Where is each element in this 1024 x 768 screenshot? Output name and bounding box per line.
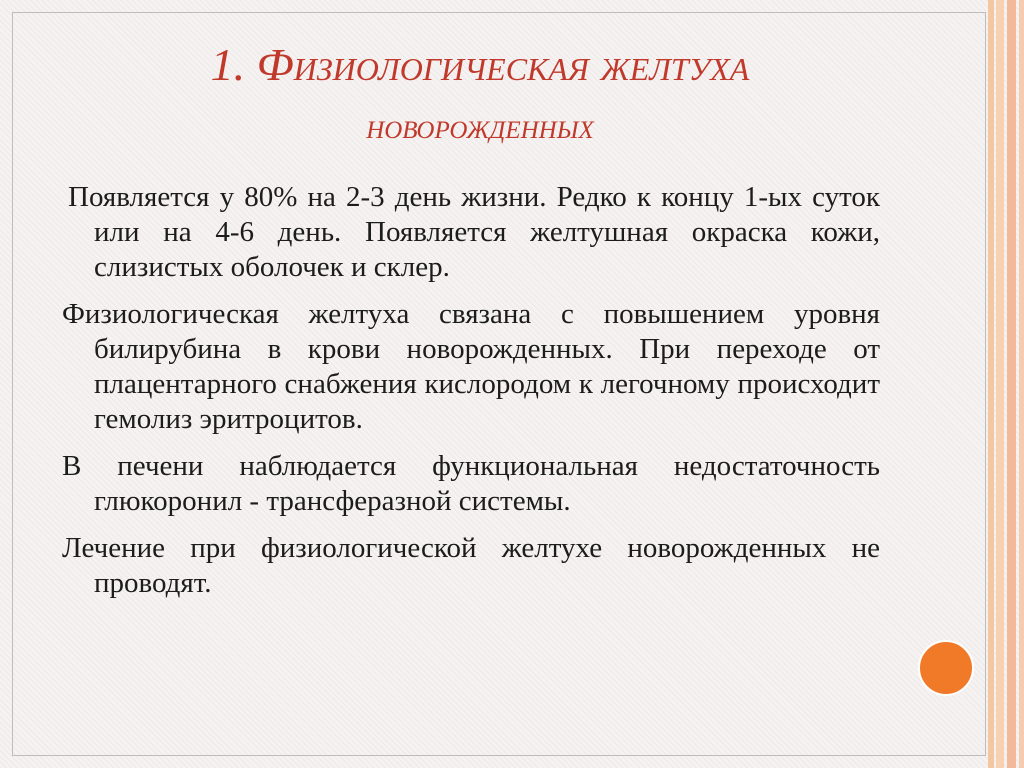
paragraph-appearance: Появляется у 80% на 2-3 день жизни. Редко к концу 1-ых суток или на 4-6 день. Появляется желтушная окраска кожи, слизистых оболочек и склер. xyxy=(68,181,880,283)
decorative-stripe xyxy=(988,0,994,768)
slide-title-line-2: новорожденных xyxy=(366,106,594,146)
decorative-stripe xyxy=(1019,0,1024,768)
slide-body xyxy=(62,180,880,613)
decorative-circle-icon xyxy=(918,640,974,696)
paragraph-treatment: Лечение при физиологической желтухе новорожденных не проводят. xyxy=(62,532,880,599)
paragraph-bilirubin: Физиологическая желтуха связана с повышением уровня билирубина в крови новорожденных. При переходе от плацентарного снабжения кислородом к легочному происходит гемолиз эритроцитов. xyxy=(62,298,880,435)
decorative-stripe xyxy=(1007,0,1016,768)
slide-title-line-1: 1. Физиологическая желтуха xyxy=(210,39,750,90)
paragraph-liver: В печени наблюдается функциональная недостаточность глюкоронил - трансферазной системы. xyxy=(62,450,880,517)
decorative-stripe xyxy=(996,0,1004,768)
